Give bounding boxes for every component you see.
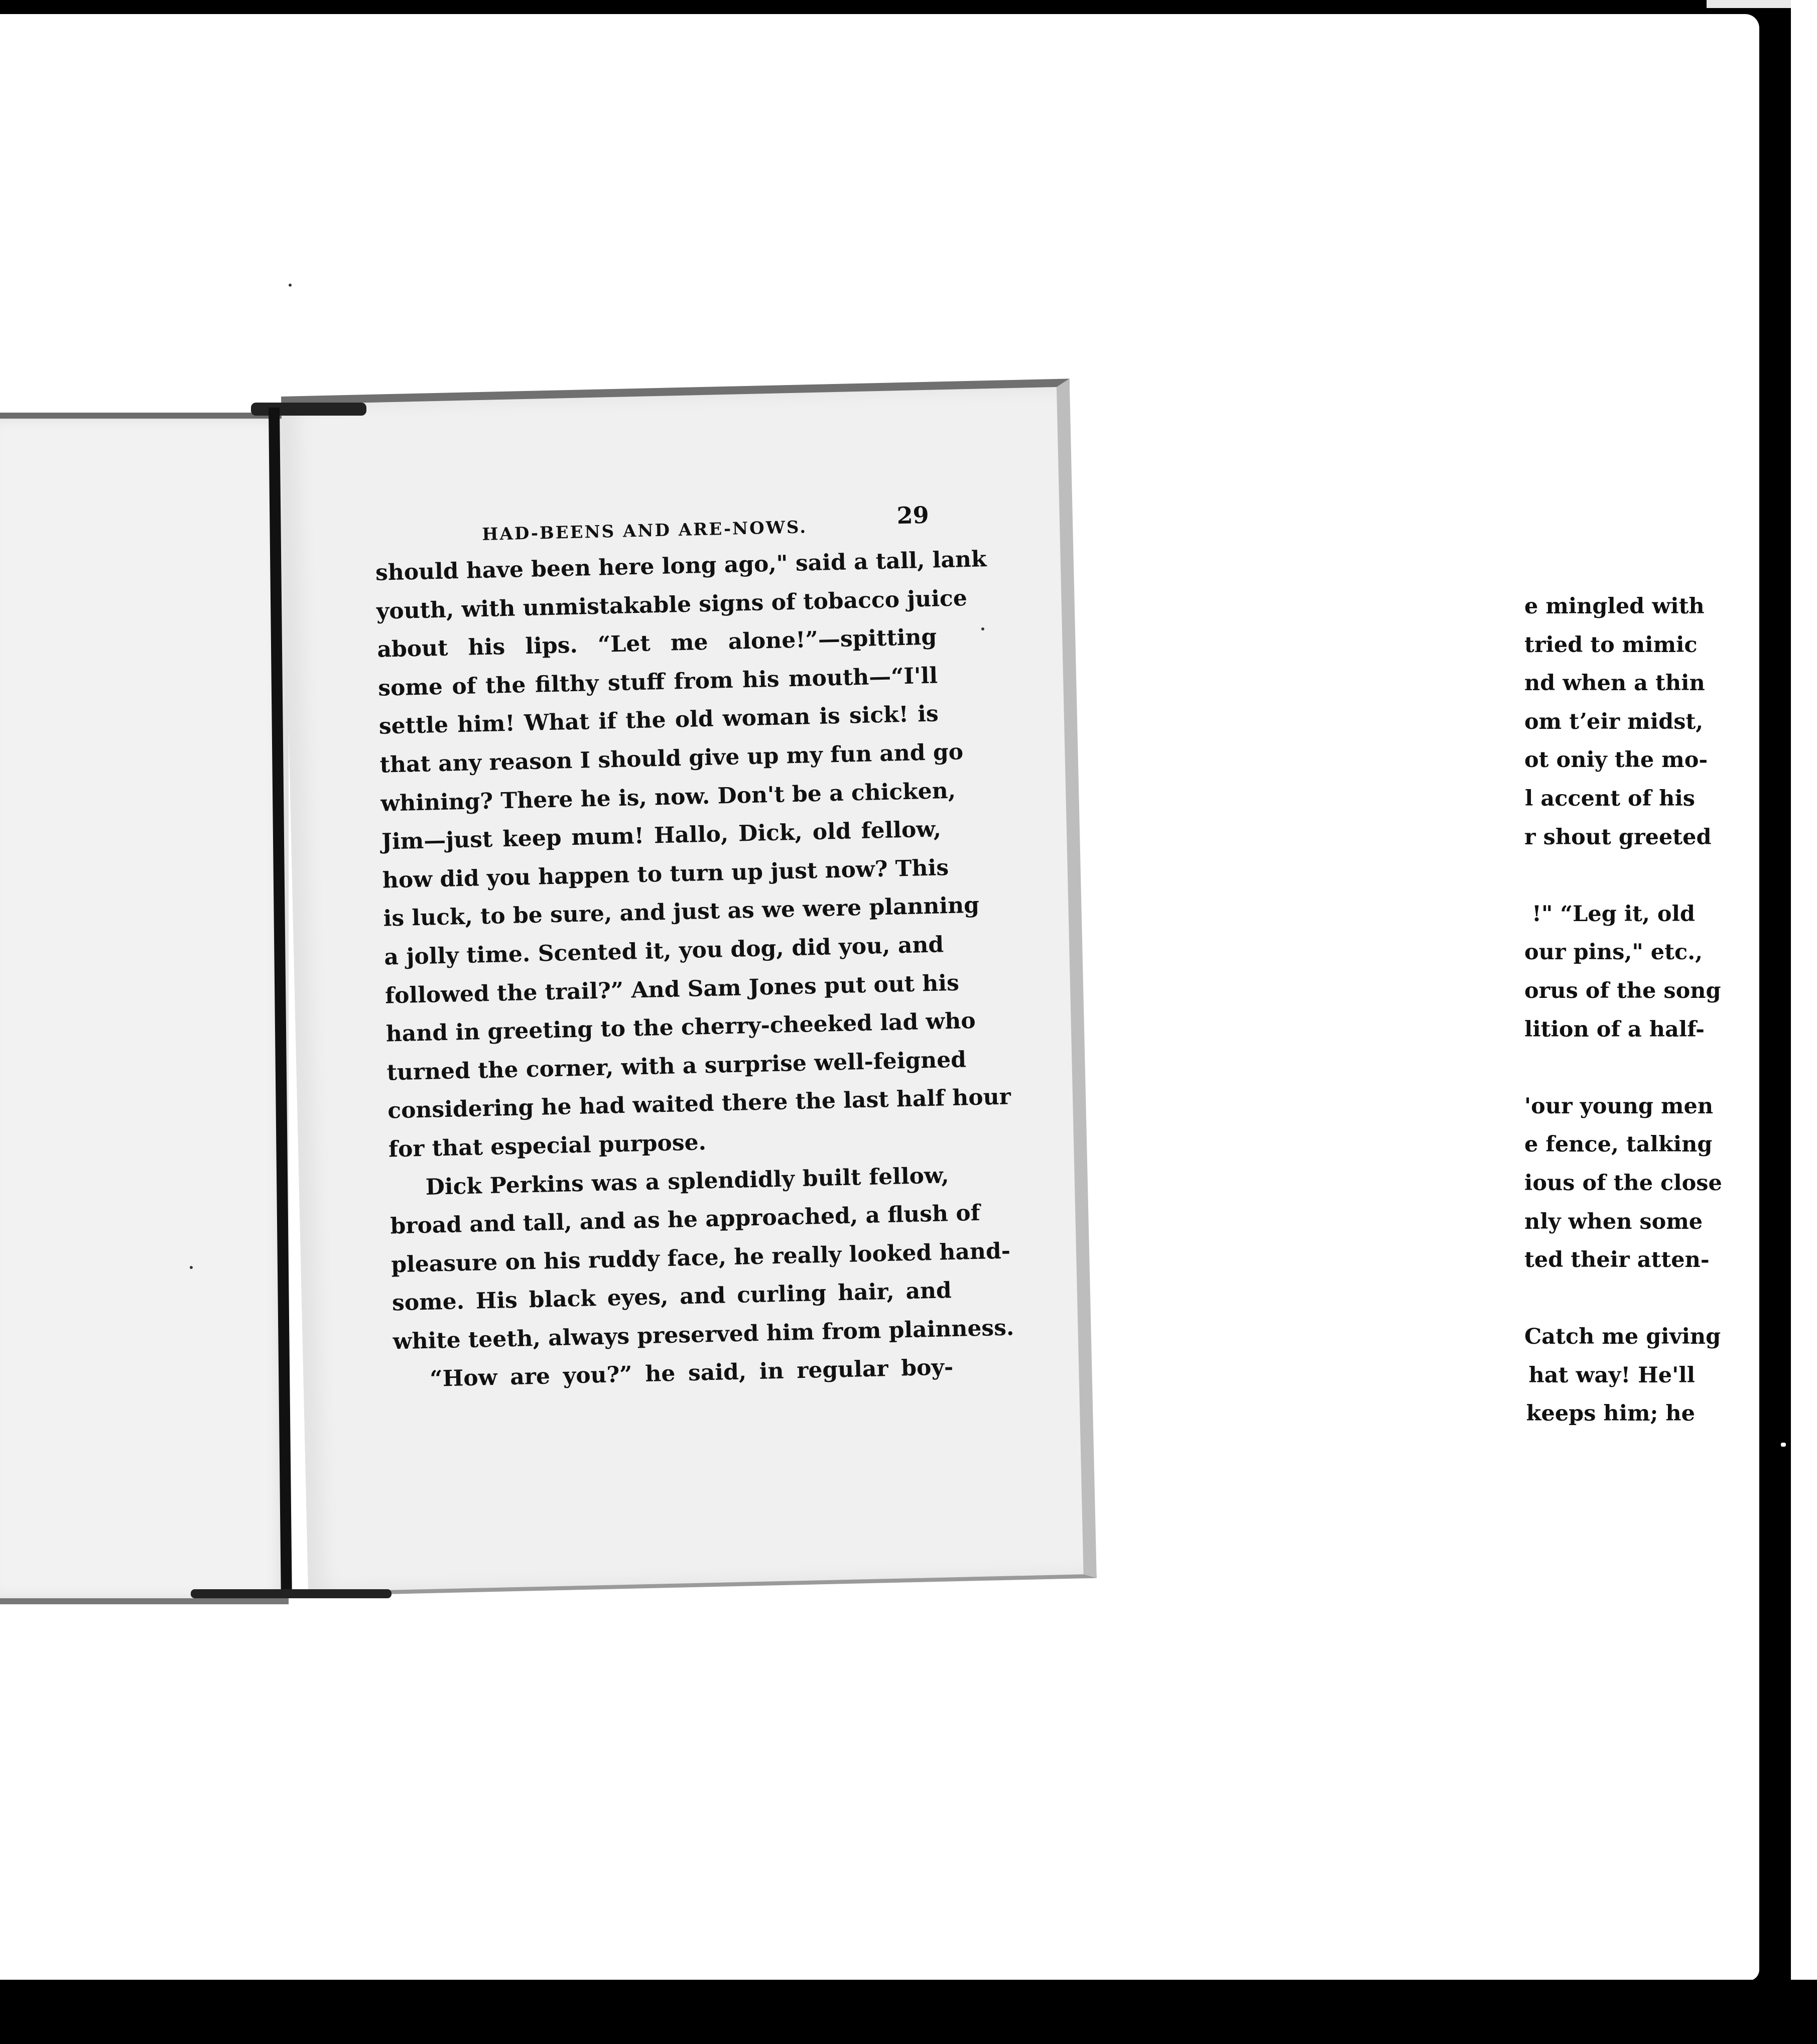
- text-line: Dick Perkins was a splendidly built fellow,: [425, 1162, 950, 1200]
- text-line: Jim—just keep mum! Hallo, Dick, old fellow,: [381, 816, 942, 855]
- dust-speck: [1781, 1443, 1786, 1447]
- text-line: considering he had waited there the last half hour: [387, 1084, 1011, 1124]
- left-line: !" “Leg it, old: [1532, 901, 1695, 927]
- left-page: [0, 413, 289, 1604]
- left-line: tried to mimic: [1524, 632, 1698, 658]
- text-line: some of the filthy stuff from his mouth—“I'll: [377, 663, 938, 701]
- left-line: lition of a half-: [1524, 1016, 1705, 1042]
- left-line: ious of the close: [1524, 1170, 1722, 1196]
- dust-speck: [190, 1266, 193, 1269]
- text-line: how did you happen to turn up just now? This: [382, 854, 949, 893]
- text-line: white teeth, always preserved him from plainness.: [393, 1315, 1014, 1355]
- left-line: ted their atten-: [1524, 1247, 1710, 1273]
- left-line: e fence, talking: [1524, 1132, 1713, 1158]
- dust-speck: [289, 284, 292, 287]
- text-line: should have been here long ago," said a tall, lank: [375, 546, 987, 586]
- text-line: hand in greeting to the cherry-cheeked lad who: [385, 1008, 976, 1047]
- left-line: orus of the song: [1524, 978, 1721, 1003]
- left-line: 'our young men: [1524, 1093, 1714, 1119]
- scan-frame-bottom: [0, 1980, 1817, 2044]
- scan-frame-top: [0, 0, 1817, 15]
- body-text: [375, 542, 1014, 1400]
- page-number: 29: [896, 501, 930, 530]
- text-line: for that especial purpose.: [388, 1129, 707, 1163]
- left-line: l accent of his: [1525, 786, 1695, 811]
- running-head-title: HAD-BEENS AND ARE-NOWS.: [481, 517, 808, 545]
- scan-edge-strip: [1791, 0, 1817, 2044]
- text-line: whining? There he is, now. Don't be a chicken,: [380, 778, 956, 817]
- scan-frame-right: [1759, 30, 1791, 1978]
- left-line: hat way! He'll: [1528, 1362, 1695, 1388]
- left-line: e mingled with: [1524, 594, 1705, 619]
- text-line: a jolly time. Scented it, you dog, did you, and: [383, 932, 944, 970]
- left-line: Catch me giving: [1524, 1324, 1721, 1350]
- text-line: about his lips. “Let me alone!”—spitting: [376, 624, 937, 663]
- spine-bottom-edge: [191, 1589, 392, 1598]
- text-line: is luck, to be sure, and just as we were planning: [383, 892, 980, 932]
- text-line: “How are you?” he said, in regular boy-: [429, 1354, 954, 1392]
- left-line-gap: [1524, 1280, 1695, 1318]
- text-line: broad and tall, and as he approached, a flush of: [390, 1200, 981, 1239]
- dust-speck: [981, 627, 984, 630]
- page-content: [374, 501, 1014, 1400]
- left-page-text: [1524, 587, 1722, 1433]
- left-line: om tʼeir midst,: [1524, 709, 1704, 734]
- text-line: youth, with unmistakable signs of tobacco juice: [376, 585, 968, 624]
- left-line: r shout greeted: [1524, 824, 1712, 850]
- left-line: ot oniy the mo-: [1524, 747, 1708, 773]
- left-line: our pins," etc.,: [1524, 940, 1703, 965]
- left-line-gap: [1524, 1049, 1695, 1087]
- left-line: keeps him; he: [1526, 1401, 1695, 1427]
- left-line: nd when a thin: [1524, 671, 1705, 696]
- left-line: nly when some: [1524, 1209, 1703, 1234]
- right-page: [281, 378, 1097, 1596]
- text-line: some. His black eyes, and curling hair, and: [392, 1278, 952, 1316]
- text-line: followed the trail?” And Sam Jones put out his: [384, 970, 960, 1009]
- left-line-gap: [1524, 856, 1695, 895]
- text-line: pleasure on his ruddy face, he really looked hand-: [391, 1238, 1011, 1278]
- text-line: that any reason I should give up my fun and go: [379, 739, 964, 778]
- text-line: turned the corner, with a surprise well-feigned: [386, 1047, 967, 1086]
- text-line: settle him! What if the old woman is sick! is: [378, 701, 939, 740]
